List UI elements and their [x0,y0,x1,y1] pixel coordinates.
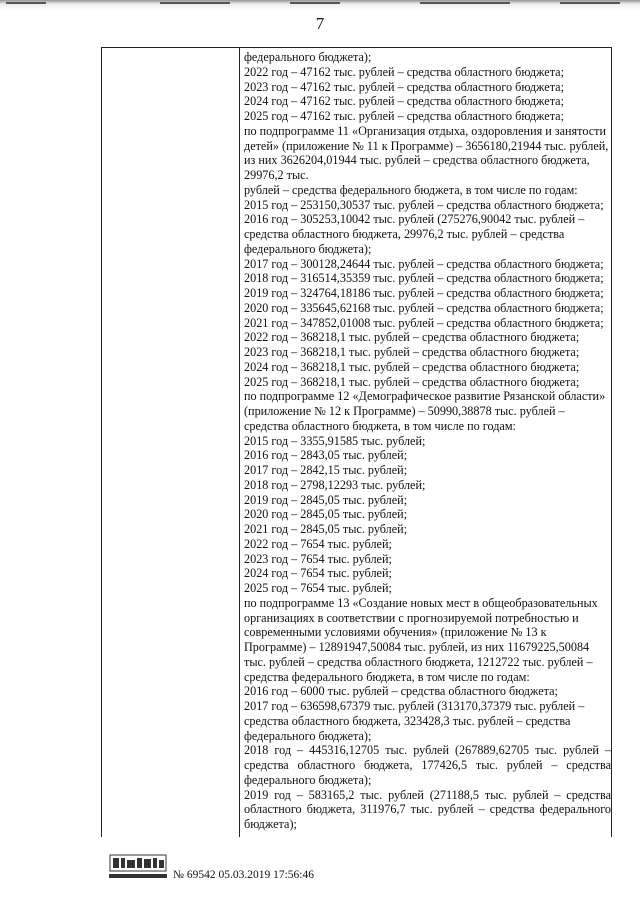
document-line: детей» (приложение № 11 к Программе) – 3656180,21944 тыс. рублей, [244,138,609,153]
document-line: 2023 год – 7654 тыс. рублей; [244,551,392,566]
document-line: 2018 год – 2798,12293 тыс. рублей; [244,477,426,492]
document-line: 2024 год – 368218,1 тыс. рублей – средства областного бюджета; [244,359,580,374]
document-line: областного бюджета, 311976,7 тыс. рублей – средства федерального [244,802,611,817]
scan-top-edge [0,0,640,10]
document-line: 2019 год – 2845,05 тыс. рублей; [244,492,408,507]
document-line: (приложение № 12 к Программе) – 50990,38878 тыс. рублей – [244,404,565,418]
document-line: 2019 год – 324764,18186 тыс. рублей – средства областного бюджета; [244,286,604,300]
document-line: 2024 год – 47162 тыс. рублей – средства областного бюджета; [244,94,564,109]
document-line: 2016 год – 6000 тыс. рублей – средства областного бюджета; [244,684,558,699]
registration-stamp-icon [109,854,167,872]
document-line: средства федерального бюджета, в том числе по годам: [244,669,530,684]
document-line: средства областного бюджета, 29976,2 тыс. рублей – средства [244,227,565,241]
document-line: 2020 год – 335645,62168 тыс. рублей – средства областного бюджета; [244,300,604,315]
document-table [101,47,612,837]
document-line: по подпрограмме 12 «Демографическое развитие Рязанской области» [244,389,606,404]
document-line: 2015 год – 253150,30537 тыс. рублей – средства областного бюджета; [244,197,604,212]
document-line: 2021 год – 347852,01008 тыс. рублей – средства областного бюджета; [244,315,604,330]
registration-number: № 69542 05.03.2019 17:56:46 [173,869,314,881]
scan-artifact [6,2,46,4]
document-footer [109,851,529,891]
document-line: 2015 год – 3355,91585 тыс. рублей; [244,433,426,448]
document-line: тыс. рублей – средства областного бюджета, 1212722 тыс. рублей – [244,654,593,669]
document-line: 2021 год – 2845,05 тыс. рублей; [244,522,408,536]
page-number: 7 [315,14,325,33]
document-line: федерального бюджета); [244,728,372,743]
document-line: средства областного бюджета, 323428,3 тыс. рублей – средства [244,713,571,728]
document-line: бюджета); [244,817,297,831]
document-line: 2023 год – 47162 тыс. рублей – средства областного бюджета; [244,79,564,94]
document-line: 2016 год – 2843,05 тыс. рублей; [244,448,408,463]
document-line: средства областного бюджета, в том числе по годам: [244,418,516,433]
scan-artifact [290,2,340,4]
scan-artifact [560,2,620,4]
document-line: организациях в соответствии с прогнозируемой потребностью и [244,610,579,625]
document-line: 2022 год – 7654 тыс. рублей; [244,536,392,551]
document-line: 2020 год – 2845,05 тыс. рублей; [244,507,408,522]
document-line: 2018 год – 445316,12705 тыс. рублей (267889,62705 тыс. рублей – [244,743,611,758]
document-line: Программе) – 12891947,50084 тыс. рублей, из них 11679225,50084 [244,640,590,654]
document-line: рублей – средства федерального бюджета, в том числе по годам: [244,182,578,197]
table-column-divider [239,48,240,837]
scan-artifact [420,2,510,4]
document-line: 2017 год – 2842,15 тыс. рублей; [244,463,408,477]
document-line: из них 3626204,01944 тыс. рублей – средства областного бюджета, [244,153,590,168]
scan-artifact [160,2,230,4]
document-line: 2025 год – 7654 тыс. рублей; [244,581,392,595]
document-line: федерального бюджета); [244,241,372,256]
document-line: современными условиями обучения» (приложение № 13 к [244,625,547,640]
table-text-column [244,50,611,832]
document-line: 2022 год – 368218,1 тыс. рублей – средства областного бюджета; [244,330,580,345]
document-line: 2024 год – 7654 тыс. рублей; [244,566,392,581]
document-line: 2016 год – 305253,10042 тыс. рублей (275276,90042 тыс. рублей – [244,212,585,227]
document-line: по подпрограмме 11 «Организация отдыха, оздоровления и занятости [244,123,606,138]
document-line: по подпрограмме 13 «Создание новых мест в общеобразовательных [244,595,598,610]
document-line: средства областного бюджета, 177426,5 тыс. рублей – средства [244,758,611,772]
document-line: 2018 год – 316514,35359 тыс. рублей – средства областного бюджета; [244,271,604,286]
document-line: 29976,2 тыс. [244,168,309,182]
document-line: 2017 год – 300128,24644 тыс. рублей – средства областного бюджета; [244,256,604,271]
document-line: 2025 год – 47162 тыс. рублей – средства областного бюджета; [244,109,564,123]
document-line: федерального бюджета); [244,772,372,787]
document-line: 2017 год – 636598,67379 тыс. рублей (313170,37379 тыс. рублей – [244,699,585,713]
document-line: 2025 год – 368218,1 тыс. рублей – средства областного бюджета; [244,374,580,389]
document-line: 2019 год – 583165,2 тыс. рублей (271188,5 тыс. рублей – средства [244,787,611,802]
document-line: 2022 год – 47162 тыс. рублей – средства областного бюджета; [244,64,564,79]
document-line: федерального бюджета); [244,50,372,64]
stamp-caption-bar [109,874,167,878]
document-line: 2023 год – 368218,1 тыс. рублей – средства областного бюджета; [244,345,580,359]
